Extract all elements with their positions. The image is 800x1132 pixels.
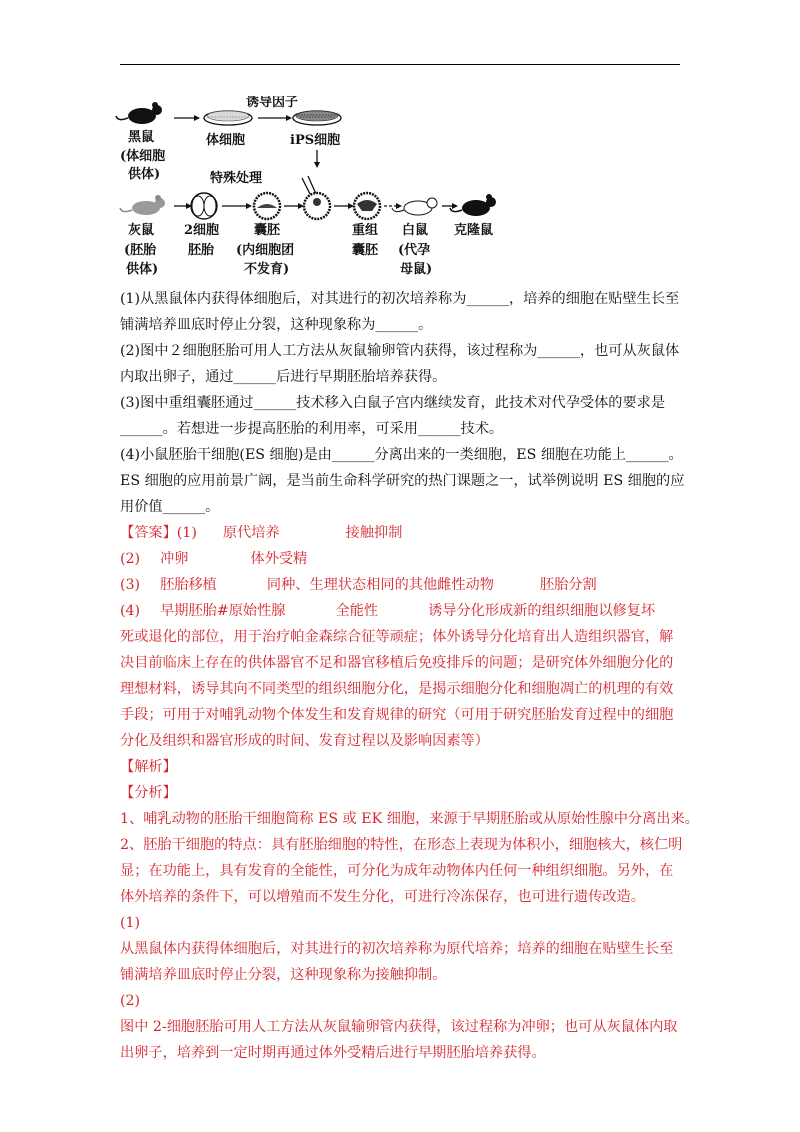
analysis-line-6: 从黑鼠体内获得体细胞后，对其进行的初次培养称为原代培养；培养的细胞在贴壁生长至 (120, 941, 674, 957)
question-2-line-2: 内取出卵子，通过______后进行早期胚胎培养获得。 (120, 369, 447, 385)
answer-4-rest-5: 分化及组织和器官形成的时间、发育过程以及影响因素等） (120, 733, 489, 749)
answer-4-line (120, 598, 680, 624)
answer-1-a: 原代培养 (222, 525, 280, 541)
question-4-line-3: 用价值______。 (120, 499, 220, 515)
white-mouse-label-2: (代孕 (398, 243, 431, 258)
clone-mouse-label: 克隆鼠 (454, 223, 494, 238)
answer-1-b: 接触抑制 (345, 525, 403, 541)
black-mouse-label-1: 黑鼠 (128, 130, 155, 145)
injected-blastocyst-icon (304, 193, 330, 219)
two-cell-label-1: 2细胞 (184, 223, 220, 238)
gray-mouse-label-2: (胚胎 (124, 243, 157, 258)
question-1-line-1: (1)从黑鼠体内获得体细胞后，对其进行的初次培养称为______，培养的细胞在贴壁生长至 (120, 291, 680, 307)
answer-label: 【答案】 (120, 525, 177, 541)
answer-3-b: 同种、生理状态相同的其他雌性动物 (266, 577, 494, 593)
answer-4-rest-2: 决目前临床上存在的供体器官不足和器官移植后免疫排斥的问题；是研究体外细胞分化的 (120, 655, 674, 671)
answer-3-line (120, 572, 680, 598)
question-1-line-2: 铺满培养皿底时停止分裂，这种现象称为______。 (120, 317, 433, 333)
answer-4-rest-3: 理想材料，诱导其向不同类型的组织细胞分化，是揭示细胞分化和细胞凋亡的机理的有效 (120, 681, 674, 697)
answer-3-c: 胚胎分割 (539, 577, 597, 593)
analysis-line-8: (2) (120, 993, 141, 1009)
analysis-line-2: 2、胚胎干细胞的特点：具有胚胎细胞的特性，在形态上表现为体积小，细胞核大，核仁明 (120, 837, 683, 853)
answer-4-a: 早期胚胎#原始性腺 (160, 603, 286, 619)
answer-2-line (120, 546, 680, 572)
blastocyst-label-1: 囊胚 (254, 223, 281, 238)
answer-2-a: 冲卵 (160, 551, 189, 567)
black-mouse-label-2: (体细胞 (120, 149, 166, 164)
somatic-cell-dish-icon (204, 111, 252, 125)
answer-4-num: (4) (120, 603, 141, 619)
analysis-sub-label: 【分析】 (120, 785, 177, 801)
white-mouse-label-1: 白鼠 (402, 223, 429, 238)
white-mouse-label-3: 母鼠) (400, 262, 433, 277)
black-mouse-icon (116, 102, 162, 124)
ips-cell-label: iPS细胞 (290, 133, 341, 148)
analysis-line-4: 体外培养的条件下，可以增殖而不发生分化，可进行冷冻保存，也可进行遗传改造。 (120, 889, 645, 905)
micropipette-icon (302, 176, 316, 194)
answer-4-rest-4: 手段；可用于对哺乳动物个体发生和发育规律的研究（可用于研究胚胎发育过程中的细胞 (120, 707, 674, 723)
black-mouse-label-3: 供体) (128, 167, 161, 182)
answer-1-num: (1) (176, 525, 197, 541)
somatic-cell-label: 体细胞 (206, 133, 246, 148)
clone-mouse-icon (450, 194, 496, 216)
analysis-line-10: 出卵子，培养到一定时期再通过体外受精后进行早期胚胎培养获得。 (120, 1045, 546, 1061)
answer-3-a: 胚胎移植 (160, 577, 217, 593)
question-3-line-2: ______。若想进一步提高胚胎的利用率，可采用______技术。 (120, 421, 504, 437)
question-content (120, 286, 699, 1066)
gray-mouse-icon (120, 195, 165, 215)
answer-1-line (120, 520, 680, 546)
header-rule (120, 64, 680, 65)
analysis-line-7: 铺满培养皿底时停止分裂，这种现象称为接触抑制。 (120, 967, 447, 983)
recombined-label-1: 重组 (352, 223, 379, 238)
ips-clone-diagram (112, 96, 532, 286)
gray-mouse-label-1: 灰鼠 (128, 223, 155, 238)
question-4-line-1: (4)小鼠胚胎干细胞(ES 细胞)是由______分离出来的一类细胞，ES 细胞在功能上______。 (120, 447, 683, 463)
answer-3-num: (3) (120, 577, 141, 593)
question-3-line-1: (3)图中重组囊胚通过______技术移入白鼠子宫内继续发育，此技术对代孕受体的要求是 (120, 395, 666, 411)
recombined-label-2: 囊胚 (352, 243, 379, 258)
blastocyst-label-3: 不发育) (244, 262, 290, 277)
two-cell-label-2: 胚胎 (188, 243, 215, 258)
blastocyst-icon (254, 193, 280, 219)
answer-4-rest-1: 死或退化的部位，用于治疗帕金森综合征等顽症；体外诱导分化培育出人造组织器官，解 (120, 629, 674, 645)
question-4-line-2: ES 细胞的应用前景广阔，是当前生命科学研究的热门课题之一，试举例说明 ES 细胞的应 (120, 473, 685, 489)
answer-2-b: 体外受精 (250, 551, 308, 567)
recombined-blastocyst-icon (354, 193, 380, 219)
question-2-line-1: (2)图中２细胞胚胎可用人工方法从灰鼠输卵管内获得，该过程称为______，也可从灰鼠体 (120, 343, 680, 359)
answer-2-num: (2) (120, 551, 141, 567)
analysis-label: 【解析】 (120, 759, 177, 775)
blastocyst-label-2: (内细胞团 (236, 243, 295, 258)
analysis-line-5: (1) (120, 915, 141, 931)
special-treatment-label: 特殊处理 (210, 171, 263, 186)
answer-4-b: 全能性 (335, 603, 379, 619)
inducer-label: 诱导因子 (246, 96, 299, 110)
two-cell-embryo-icon (191, 193, 217, 219)
ips-cell-dish-icon (293, 111, 341, 125)
answer-4-c: 诱导分化形成新的组织细胞以修复坏 (428, 603, 656, 619)
analysis-line-9: 图中 2-细胞胚胎可用人工方法从灰鼠输卵管内获得，该过程称为冲卵；也可从灰鼠体内取 (120, 1019, 678, 1035)
analysis-line-1: 1、哺乳动物的胚胎干细胞简称 ES 或 EK 细胞，来源于早期胚胎或从原始性腺中分离出来。 (120, 811, 699, 827)
analysis-line-3: 显；在功能上，具有发育的全能性，可分化为成年动物体内任何一种组织细胞。另外，在 (120, 863, 674, 879)
gray-mouse-label-3: 供体) (126, 262, 159, 277)
